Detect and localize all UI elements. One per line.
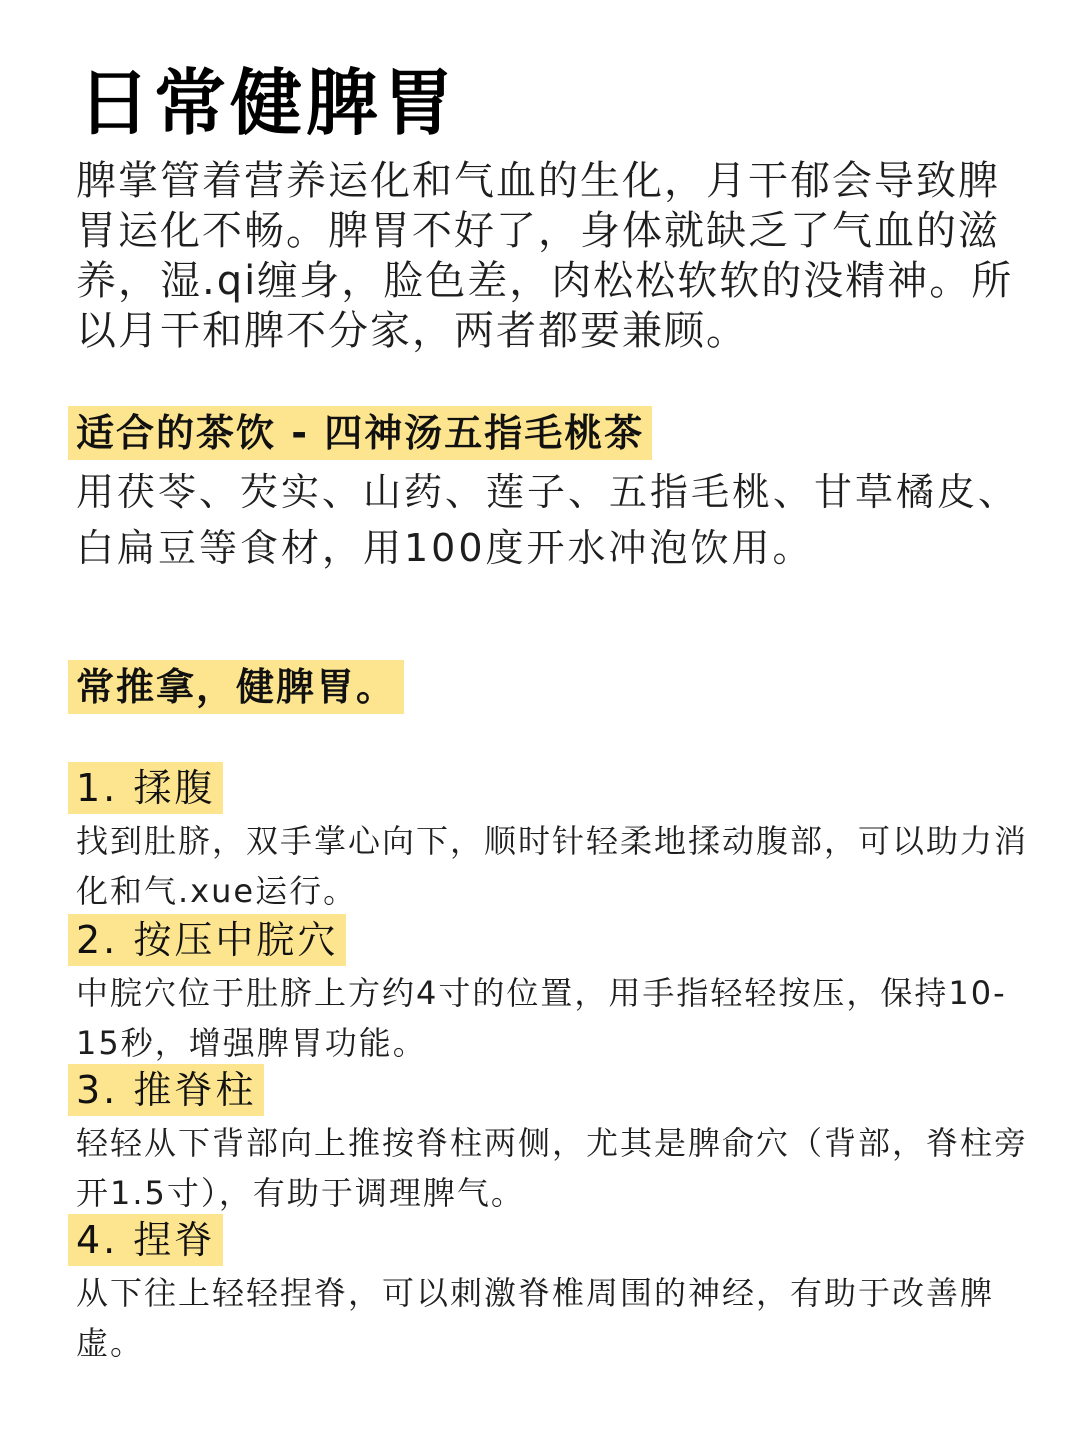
intro-paragraph: 脾掌管着营养运化和气血的生化，月干郁会导致脾胃运化不畅。脾胃不好了，身体就缺乏了气血的滋养，湿.qi缠身，脸色差，肉松松软软的没精神。所以月干和脾不分家，两者都要兼顾。 — [76, 158, 1014, 354]
step-title-push-spine: 3. 推脊柱 — [68, 1064, 264, 1116]
page-title: 日常健脾胃 — [78, 61, 459, 145]
step-title-rub-abdomen: 1. 揉腹 — [68, 762, 223, 814]
step-text-push-spine: 轻轻从下背部向上推按脊柱两侧，尤其是脾俞穴（背部，脊柱旁开1.5寸），有助于调理脾气。 — [76, 1124, 1029, 1212]
step-title-pinch-spine: 4. 捏脊 — [68, 1214, 223, 1266]
step-text-pinch-spine: 从下往上轻轻捏脊，可以刺激脊椎周围的神经，有助于改善脾虚。 — [76, 1274, 995, 1362]
tea-paragraph: 用茯苓、芡实、山药、莲子、五指毛桃、甘草橘皮、白扁豆等食材，用100度开水冲泡饮用。 — [76, 470, 1020, 570]
tea-section-heading: 适合的茶饮 - 四神汤五指毛桃茶 — [68, 406, 652, 460]
step-title-press-zhongwan: 2. 按压中脘穴 — [68, 914, 346, 966]
step-text-press-zhongwan: 中脘穴位于肚脐上方约4寸的位置，用手指轻轻按压，保持10-15秒，增强脾胃功能。 — [76, 974, 1007, 1062]
step-text-rub-abdomen: 找到肚脐，双手掌心向下，顺时针轻柔地揉动腹部，可以助力消化和气.xue运行。 — [76, 822, 1029, 910]
massage-section-heading: 常推拿，健脾胃。 — [68, 660, 404, 714]
